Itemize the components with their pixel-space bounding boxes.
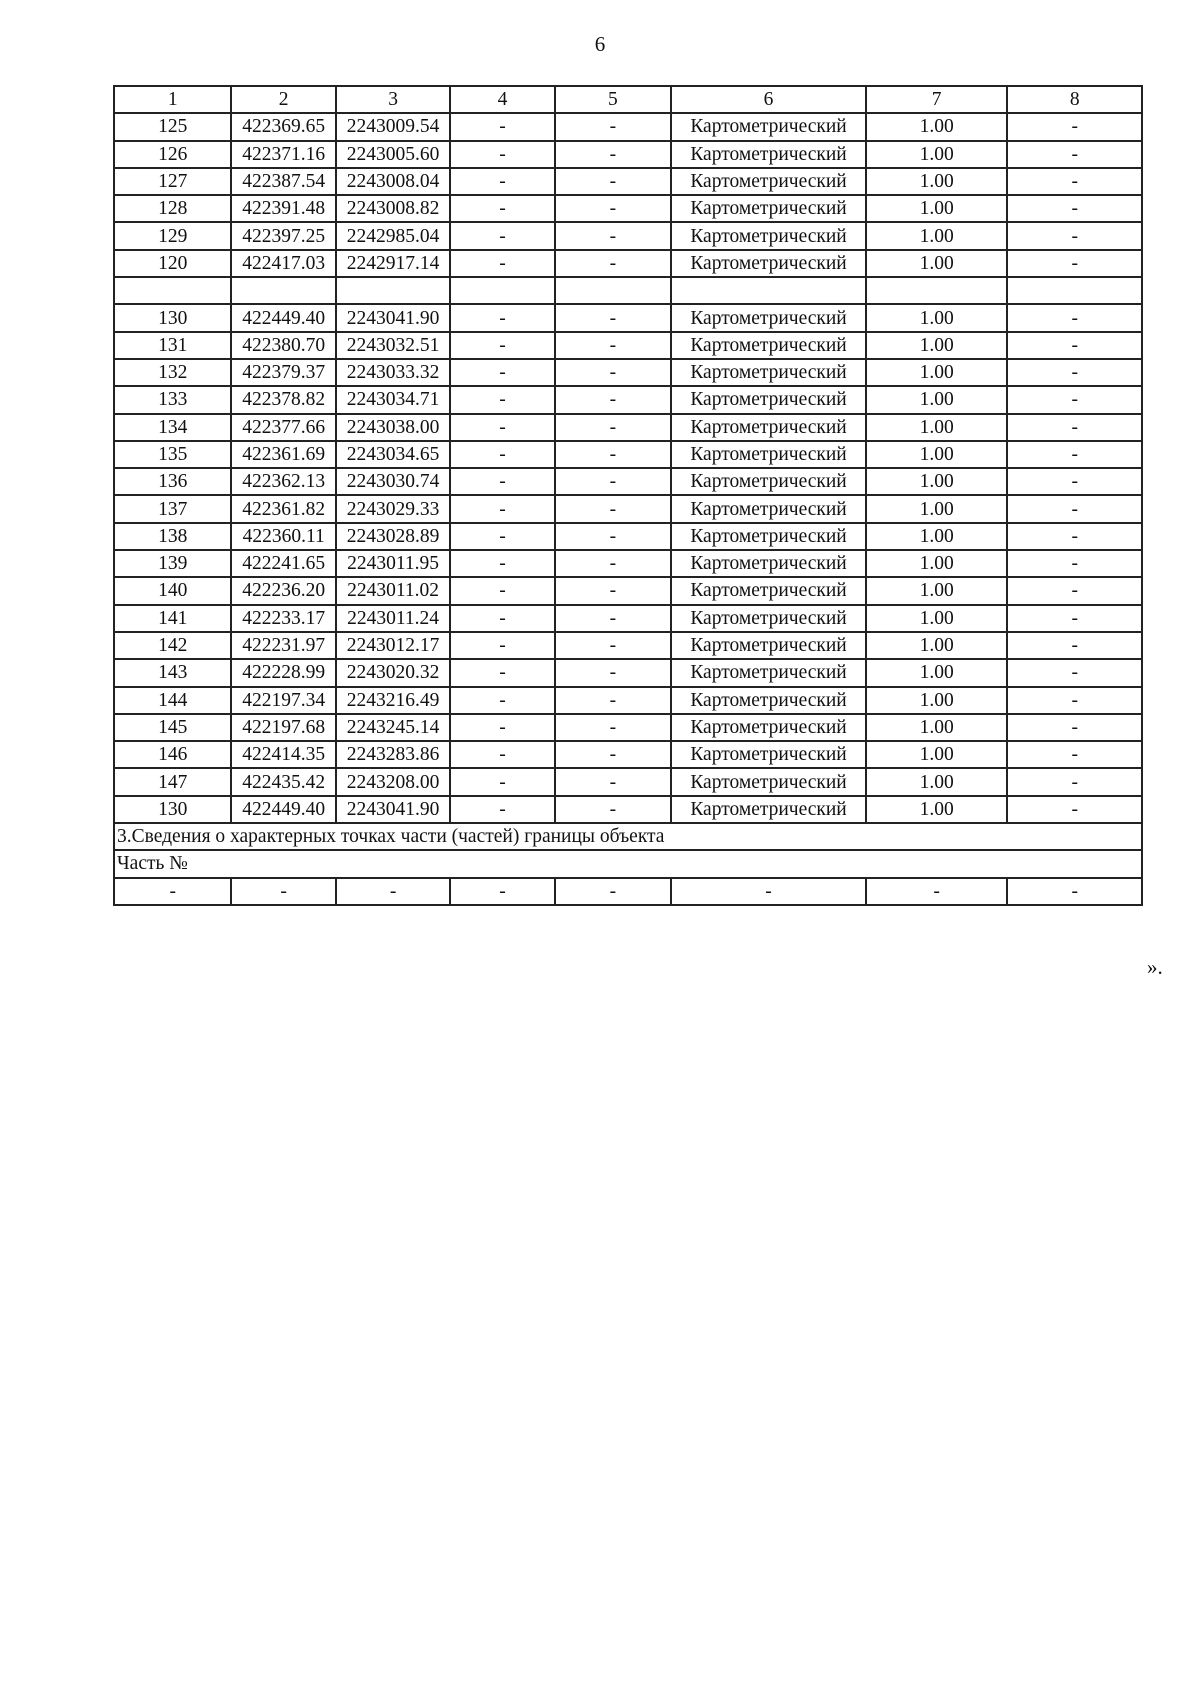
table-cell-col-3: 2243041.90 (336, 304, 450, 331)
table-cell-col-1: 139 (114, 550, 231, 577)
table-cell-col-4: - (450, 359, 554, 386)
table-cell-col-5: - (555, 332, 671, 359)
table-cell-col-1: 140 (114, 577, 231, 604)
table-cell-col-5: - (555, 741, 671, 768)
table-cell-col-5: - (555, 878, 671, 905)
table-cell-col-4 (450, 277, 554, 304)
table-cell-col-1: 137 (114, 495, 231, 522)
table-cell-col-2: 422387.54 (231, 168, 335, 195)
table-cell-col-6: Картометрический (671, 141, 866, 168)
table-cell-col-5 (555, 277, 671, 304)
table-cell-col-1: 136 (114, 468, 231, 495)
table-cell-col-2: 422391.48 (231, 195, 335, 222)
table-cell-col-8: - (1007, 605, 1142, 632)
part-values-row (114, 878, 1142, 905)
table-cell-col-4: - (450, 195, 554, 222)
table-cell-col-1: 145 (114, 714, 231, 741)
table-row (114, 714, 1142, 741)
table-cell-col-3: 2243038.00 (336, 414, 450, 441)
boundary-points-table (113, 85, 1143, 906)
table-cell-col-8: - (1007, 632, 1142, 659)
table-cell-col-4: 4 (450, 86, 554, 113)
table-cell-col-5: - (555, 168, 671, 195)
table-cell-col-4: - (450, 141, 554, 168)
table-cell-col-1: 125 (114, 113, 231, 140)
table-cell-col-2: 422241.65 (231, 550, 335, 577)
table-cell-col-8: - (1007, 222, 1142, 249)
table-cell-col-4: - (450, 741, 554, 768)
table-row (114, 277, 1142, 304)
table-cell-col-3: 2243009.54 (336, 113, 450, 140)
table-cell-col-7: 1.00 (866, 168, 1008, 195)
table-cell-col-3: 2243216.49 (336, 687, 450, 714)
table-cell-col-6: Картометрический (671, 577, 866, 604)
table-cell-col-5: - (555, 222, 671, 249)
table-cell-col-6: Картометрический (671, 250, 866, 277)
table-cell-col-3: 3 (336, 86, 450, 113)
table-cell-col-4: - (450, 714, 554, 741)
table-cell-col-3: 2243245.14 (336, 714, 450, 741)
table-cell-col-7: 1.00 (866, 605, 1008, 632)
table-cell-col-3: 2243008.82 (336, 195, 450, 222)
table-cell-col-1: 1 (114, 86, 231, 113)
table-cell-col-4: - (450, 304, 554, 331)
table-cell-col-4: - (450, 113, 554, 140)
table-cell-col-2: 422369.65 (231, 113, 335, 140)
table-cell-col-4: - (450, 414, 554, 441)
table-cell-col-7: 1.00 (866, 796, 1008, 823)
table-cell-col-3: 2243034.71 (336, 386, 450, 413)
table-cell-col-2: 422197.34 (231, 687, 335, 714)
table-cell-col-7: 7 (866, 86, 1008, 113)
table-cell-col-5: - (555, 796, 671, 823)
table-cell-col-2: 422197.68 (231, 714, 335, 741)
table-cell-col-7: 1.00 (866, 495, 1008, 522)
table-cell-col-3: 2243032.51 (336, 332, 450, 359)
table-cell-col-8: - (1007, 495, 1142, 522)
table-row (114, 659, 1142, 686)
table-cell-col-6: Картометрический (671, 414, 866, 441)
table-cell-col-2: 422417.03 (231, 250, 335, 277)
table-cell-col-1: 128 (114, 195, 231, 222)
table-row (114, 113, 1142, 140)
table-cell-col-8: 8 (1007, 86, 1142, 113)
table-cell-col-1: 134 (114, 414, 231, 441)
table-cell-col-5: - (555, 113, 671, 140)
table-cell-col-1: 144 (114, 687, 231, 714)
table-cell-col-7: 1.00 (866, 141, 1008, 168)
table-cell-col-2: 422449.40 (231, 796, 335, 823)
table-cell-col-5: - (555, 523, 671, 550)
table-row (114, 741, 1142, 768)
table-row (114, 168, 1142, 195)
table-cell-col-4: - (450, 168, 554, 195)
table-cell-col-6: Картометрический (671, 222, 866, 249)
table-cell-col-3: 2243283.86 (336, 741, 450, 768)
table-cell-col-4: - (450, 495, 554, 522)
table-cell-col-2: 422371.16 (231, 141, 335, 168)
table-cell-col-3: 2243028.89 (336, 523, 450, 550)
table-cell-col-8: - (1007, 141, 1142, 168)
table-cell-col-5: 5 (555, 86, 671, 113)
table-cell-col-7: 1.00 (866, 113, 1008, 140)
table-cell-col-2: 422361.82 (231, 495, 335, 522)
table-cell-col-6: Картометрический (671, 687, 866, 714)
table-cell-col-8: - (1007, 441, 1142, 468)
table-cell-col-3: 2243011.02 (336, 577, 450, 604)
table-cell-col-6: Картометрический (671, 523, 866, 550)
table-cell-col-2: 422377.66 (231, 414, 335, 441)
table-cell-col-6: Картометрический (671, 714, 866, 741)
table-cell-col-8: - (1007, 468, 1142, 495)
table-cell-col-8: - (1007, 168, 1142, 195)
table-cell-col-1: 135 (114, 441, 231, 468)
part-label-row (114, 850, 1142, 877)
table-cell-col-5: - (555, 414, 671, 441)
table-cell-col-5: - (555, 250, 671, 277)
table-cell-col-3: 2242985.04 (336, 222, 450, 249)
table-cell-col-3: 2243011.95 (336, 550, 450, 577)
table-cell-col-8: - (1007, 304, 1142, 331)
table-cell-col-6: Картометрический (671, 768, 866, 795)
table-cell-col-6: Картометрический (671, 113, 866, 140)
table-cell-col-3: 2243020.32 (336, 659, 450, 686)
table-row (114, 332, 1142, 359)
table-cell-col-1: - (114, 878, 231, 905)
table-cell-col-3: 2243208.00 (336, 768, 450, 795)
table-cell-col-8: - (1007, 523, 1142, 550)
table-row (114, 441, 1142, 468)
table-row (114, 468, 1142, 495)
table-row (114, 222, 1142, 249)
table-cell-col-2: 422449.40 (231, 304, 335, 331)
table-cell-col-3: 2243005.60 (336, 141, 450, 168)
table-cell-col-7: 1.00 (866, 659, 1008, 686)
table-cell-col-5: - (555, 195, 671, 222)
table-row (114, 359, 1142, 386)
table-cell-col-6: Картометрический (671, 195, 866, 222)
table-cell-col-4: - (450, 250, 554, 277)
table-cell-col-2: 422228.99 (231, 659, 335, 686)
table-cell-col-2: 422414.35 (231, 741, 335, 768)
table-cell-col-7: 1.00 (866, 414, 1008, 441)
table-cell-col-1 (114, 277, 231, 304)
table-row (114, 550, 1142, 577)
table-cell-col-7: 1.00 (866, 550, 1008, 577)
table-cell-col-5: - (555, 714, 671, 741)
table-cell-col-1: 132 (114, 359, 231, 386)
section-title: 3.Сведения о характерных точках части (частей) границы объекта (114, 823, 1142, 850)
closing-quote-mark: ». (1147, 955, 1163, 979)
table-cell-col-6: Картометрический (671, 495, 866, 522)
table-row (114, 577, 1142, 604)
table-cell-col-5: - (555, 687, 671, 714)
table-cell-col-4: - (450, 659, 554, 686)
table-cell-col-4: - (450, 796, 554, 823)
table-cell-col-7: 1.00 (866, 250, 1008, 277)
table-cell-col-7: 1.00 (866, 195, 1008, 222)
table-cell-col-1: 146 (114, 741, 231, 768)
table-cell-col-7: 1.00 (866, 768, 1008, 795)
table-cell-col-4: - (450, 222, 554, 249)
table-cell-col-5: - (555, 304, 671, 331)
table-cell-col-5: - (555, 141, 671, 168)
table-cell-col-1: 127 (114, 168, 231, 195)
table-cell-col-8: - (1007, 386, 1142, 413)
table-cell-col-6: Картометрический (671, 304, 866, 331)
table-cell-col-7: 1.00 (866, 577, 1008, 604)
table-cell-col-6: Картометрический (671, 332, 866, 359)
table-row (114, 141, 1142, 168)
table-cell-col-7: 1.00 (866, 304, 1008, 331)
table-cell-col-2: 422362.13 (231, 468, 335, 495)
table-cell-col-4: - (450, 632, 554, 659)
table-cell-col-3 (336, 277, 450, 304)
table-cell-col-4: - (450, 332, 554, 359)
table-row (114, 414, 1142, 441)
table-cell-col-5: - (555, 605, 671, 632)
table-cell-col-6: Картометрический (671, 550, 866, 577)
table-cell-col-5: - (555, 386, 671, 413)
table-cell-col-2: 422378.82 (231, 386, 335, 413)
table-row (114, 195, 1142, 222)
table-cell-col-8 (1007, 277, 1142, 304)
table-cell-col-2: 422380.70 (231, 332, 335, 359)
table-cell-col-6: Картометрический (671, 796, 866, 823)
table-row (114, 687, 1142, 714)
table-cell-col-8: - (1007, 195, 1142, 222)
table-cell-col-8: - (1007, 113, 1142, 140)
table-cell-col-4: - (450, 577, 554, 604)
table-row (114, 495, 1142, 522)
table-cell-col-8: - (1007, 414, 1142, 441)
table-cell-col-7: - (866, 878, 1008, 905)
table-row (114, 768, 1142, 795)
table-cell-col-7: 1.00 (866, 687, 1008, 714)
table-cell-col-2: 422360.11 (231, 523, 335, 550)
table-cell-col-3: 2242917.14 (336, 250, 450, 277)
table-cell-col-8: - (1007, 741, 1142, 768)
table-cell-col-8: - (1007, 550, 1142, 577)
table-row (114, 796, 1142, 823)
table-cell-col-6: Картометрический (671, 741, 866, 768)
table-cell-col-2: - (231, 878, 335, 905)
table-cell-col-6: Картометрический (671, 441, 866, 468)
table-cell-col-3: 2243029.33 (336, 495, 450, 522)
table-cell-col-6: 6 (671, 86, 866, 113)
table-cell-col-6: - (671, 878, 866, 905)
table-cell-col-4: - (450, 550, 554, 577)
table-row (114, 523, 1142, 550)
table-cell-col-3: 2243034.65 (336, 441, 450, 468)
table-cell-col-2: 422361.69 (231, 441, 335, 468)
table-cell-col-7: 1.00 (866, 741, 1008, 768)
table-cell-col-8: - (1007, 250, 1142, 277)
section-title-row (114, 823, 1142, 850)
table-cell-col-7: 1.00 (866, 386, 1008, 413)
table-cell-col-3: 2243041.90 (336, 796, 450, 823)
table-cell-col-1: 141 (114, 605, 231, 632)
table-cell-col-2: 2 (231, 86, 335, 113)
table-cell-col-7: 1.00 (866, 441, 1008, 468)
table-cell-col-4: - (450, 878, 554, 905)
table-row (114, 605, 1142, 632)
table-cell-col-1: 126 (114, 141, 231, 168)
table-cell-col-6: Картометрический (671, 168, 866, 195)
table-cell-col-2: 422231.97 (231, 632, 335, 659)
table-row (114, 304, 1142, 331)
table-cell-col-4: - (450, 386, 554, 413)
table-cell-col-5: - (555, 441, 671, 468)
table-cell-col-8: - (1007, 659, 1142, 686)
table-row (114, 250, 1142, 277)
table-cell-col-8: - (1007, 768, 1142, 795)
table-cell-col-1: 130 (114, 796, 231, 823)
table-cell-col-5: - (555, 550, 671, 577)
table-cell-col-4: - (450, 605, 554, 632)
table-cell-col-3: - (336, 878, 450, 905)
table-cell-col-7: 1.00 (866, 332, 1008, 359)
table-cell-col-8: - (1007, 878, 1142, 905)
table-cell-col-1: 130 (114, 304, 231, 331)
table-cell-col-1: 131 (114, 332, 231, 359)
table-cell-col-8: - (1007, 332, 1142, 359)
table-cell-col-5: - (555, 495, 671, 522)
table-cell-col-3: 2243012.17 (336, 632, 450, 659)
table-cell-col-5: - (555, 632, 671, 659)
table-cell-col-2: 422397.25 (231, 222, 335, 249)
table-cell-col-4: - (450, 768, 554, 795)
table-cell-col-8: - (1007, 687, 1142, 714)
table-row (114, 632, 1142, 659)
part-label: Часть № (114, 850, 1142, 877)
table-cell-col-4: - (450, 523, 554, 550)
table-cell-col-2: 422379.37 (231, 359, 335, 386)
table-cell-col-5: - (555, 468, 671, 495)
table-cell-col-3: 2243033.32 (336, 359, 450, 386)
table-cell-col-6 (671, 277, 866, 304)
table-cell-col-7: 1.00 (866, 523, 1008, 550)
table-cell-col-6: Картометрический (671, 468, 866, 495)
table-cell-col-2: 422233.17 (231, 605, 335, 632)
table-header-row (114, 86, 1142, 113)
table-cell-col-5: - (555, 577, 671, 604)
table-cell-col-3: 2243011.24 (336, 605, 450, 632)
table-cell-col-7: 1.00 (866, 468, 1008, 495)
table-cell-col-7: 1.00 (866, 714, 1008, 741)
table-row (114, 386, 1142, 413)
table-cell-col-4: - (450, 468, 554, 495)
table-cell-col-1: 143 (114, 659, 231, 686)
table-cell-col-6: Картометрический (671, 359, 866, 386)
table-cell-col-1: 120 (114, 250, 231, 277)
table-cell-col-1: 147 (114, 768, 231, 795)
table-cell-col-2 (231, 277, 335, 304)
table-cell-col-1: 133 (114, 386, 231, 413)
table-cell-col-3: 2243008.04 (336, 168, 450, 195)
table-cell-col-3: 2243030.74 (336, 468, 450, 495)
table-cell-col-5: - (555, 768, 671, 795)
table-cell-col-6: Картометрический (671, 632, 866, 659)
table-cell-col-2: 422236.20 (231, 577, 335, 604)
page-number: 6 (594, 32, 606, 56)
table-cell-col-5: - (555, 359, 671, 386)
table-cell-col-7: 1.00 (866, 359, 1008, 386)
table-cell-col-8: - (1007, 359, 1142, 386)
table-cell-col-8: - (1007, 577, 1142, 604)
table-cell-col-1: 142 (114, 632, 231, 659)
table-cell-col-7: 1.00 (866, 222, 1008, 249)
table-cell-col-7: 1.00 (866, 632, 1008, 659)
table-cell-col-1: 138 (114, 523, 231, 550)
table-cell-col-6: Картометрический (671, 659, 866, 686)
table-cell-col-7 (866, 277, 1008, 304)
table-cell-col-6: Картометрический (671, 386, 866, 413)
table-cell-col-6: Картометрический (671, 605, 866, 632)
table-cell-col-4: - (450, 441, 554, 468)
table-cell-col-8: - (1007, 796, 1142, 823)
table-cell-col-4: - (450, 687, 554, 714)
table-cell-col-8: - (1007, 714, 1142, 741)
table-cell-col-2: 422435.42 (231, 768, 335, 795)
table-cell-col-1: 129 (114, 222, 231, 249)
table-cell-col-5: - (555, 659, 671, 686)
